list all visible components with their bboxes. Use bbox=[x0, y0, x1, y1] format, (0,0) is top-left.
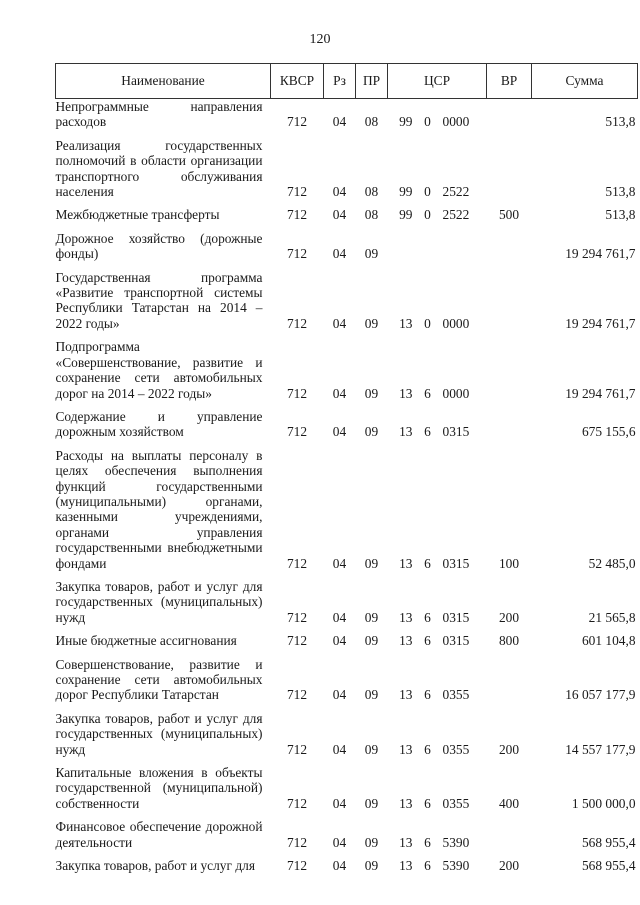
table-row bbox=[56, 99, 638, 138]
cell-csr-subprogram: 6 bbox=[424, 858, 431, 874]
cell-csr-subprogram: 0 bbox=[424, 184, 431, 200]
cell-name: Закупка товаров, работ и услуг для государственных (муниципальных) нужд bbox=[55, 710, 263, 757]
cell-rz: 04 bbox=[332, 795, 347, 811]
cell-vr: 800 bbox=[498, 633, 520, 649]
table-row bbox=[56, 819, 638, 858]
cell-name: Расходы на выплаты персоналу в целях обеспечения выполнения функций государственными (муниципальными) органами, казенными учреждениями, органами управления государственными внебюджетными фондами bbox=[55, 447, 263, 571]
cell-csr-program: 99 bbox=[399, 114, 413, 130]
header-name: Наименование bbox=[56, 64, 271, 99]
cell-csr-program: 13 bbox=[399, 609, 413, 625]
cell-rz: 04 bbox=[332, 246, 347, 262]
cell-name: Капитальные вложения в объекты государственной (муниципальной) собственности bbox=[55, 765, 263, 811]
cell-sum: 19 294 761,7 bbox=[565, 246, 636, 262]
cell-name: Закупка товаров, работ и услуг для государственных (муниципальных) нужд bbox=[55, 578, 263, 625]
cell-csr-subprogram: 6 bbox=[424, 555, 431, 571]
cell-sum: 21 565,8 bbox=[588, 609, 636, 625]
header-pr: ПР bbox=[356, 64, 388, 99]
table-row bbox=[56, 448, 638, 579]
cell-pr: 09 bbox=[364, 687, 379, 703]
cell-vr bbox=[487, 270, 532, 340]
cell-csr-subprogram: 6 bbox=[424, 687, 431, 703]
cell-csr-direction: 5390 bbox=[442, 858, 470, 874]
table-row bbox=[56, 765, 638, 819]
cell-name: Содержание и управление дорожным хозяйством bbox=[55, 408, 263, 440]
header-kvsr: КВСР bbox=[271, 64, 324, 99]
cell-csr-program: 13 bbox=[399, 555, 413, 571]
cell-vr bbox=[487, 409, 532, 448]
cell-rz: 04 bbox=[332, 687, 347, 703]
cell-pr: 09 bbox=[364, 858, 379, 874]
cell-kvsr: 712 bbox=[286, 609, 308, 625]
header-csr: ЦСР bbox=[388, 64, 487, 99]
cell-rz: 04 bbox=[332, 424, 347, 440]
cell-pr: 08 bbox=[364, 184, 379, 200]
cell-csr-direction: 0315 bbox=[442, 633, 470, 649]
cell-csr-subprogram: 6 bbox=[424, 424, 431, 440]
page-number: 120 bbox=[309, 32, 331, 47]
cell-vr bbox=[487, 339, 532, 409]
cell-csr-program bbox=[388, 231, 417, 270]
cell-kvsr: 712 bbox=[286, 795, 308, 811]
table-row bbox=[56, 579, 638, 633]
cell-csr-direction: 0355 bbox=[442, 687, 470, 703]
cell-kvsr: 712 bbox=[286, 858, 308, 874]
cell-vr bbox=[487, 99, 532, 138]
cell-sum: 675 155,6 bbox=[581, 424, 636, 440]
cell-name: Закупка товаров, работ и услуг для bbox=[55, 858, 255, 874]
cell-sum: 513,8 bbox=[605, 207, 636, 223]
table-body bbox=[56, 99, 638, 882]
cell-csr-program: 99 bbox=[399, 207, 413, 223]
cell-pr: 09 bbox=[364, 246, 379, 262]
table-row bbox=[56, 711, 638, 765]
cell-rz: 04 bbox=[332, 385, 347, 401]
cell-pr: 09 bbox=[364, 385, 379, 401]
table-row bbox=[56, 207, 638, 230]
cell-pr: 09 bbox=[364, 834, 379, 850]
cell-name: Непрограммные направления расходов bbox=[55, 99, 263, 130]
cell-sum: 16 057 177,9 bbox=[565, 687, 636, 703]
cell-kvsr: 712 bbox=[286, 834, 308, 850]
cell-sum: 1 500 000,0 bbox=[571, 795, 636, 811]
cell-csr-program: 13 bbox=[399, 385, 413, 401]
cell-rz: 04 bbox=[332, 555, 347, 571]
cell-name: Реализация государственных полномочий в области организации транспортного обслуживания населения bbox=[55, 137, 263, 200]
cell-csr-direction: 0315 bbox=[442, 424, 470, 440]
cell-csr-program: 13 bbox=[399, 741, 413, 757]
cell-vr bbox=[487, 819, 532, 858]
cell-rz: 04 bbox=[332, 858, 347, 874]
cell-pr: 09 bbox=[364, 633, 379, 649]
cell-name: Государственная программа «Развитие транспортной системы Республики Татарстан на 2014 – 2022 годы» bbox=[55, 269, 263, 331]
cell-rz: 04 bbox=[332, 633, 347, 649]
cell-kvsr: 712 bbox=[286, 114, 308, 130]
cell-vr: 500 bbox=[498, 207, 520, 223]
cell-rz: 04 bbox=[332, 207, 347, 223]
cell-csr-direction: 5390 bbox=[442, 834, 470, 850]
cell-csr-program: 13 bbox=[399, 858, 413, 874]
cell-pr: 09 bbox=[364, 609, 379, 625]
table-row bbox=[56, 270, 638, 340]
cell-name: Совершенствование, развитие и сохранение сети автомобильных дорог Республики Татарстан bbox=[55, 656, 263, 703]
cell-rz: 04 bbox=[332, 834, 347, 850]
cell-sum: 19 294 761,7 bbox=[565, 385, 636, 401]
cell-pr: 08 bbox=[364, 207, 379, 223]
cell-csr-program: 13 bbox=[399, 834, 413, 850]
cell-csr-subprogram: 0 bbox=[424, 114, 431, 130]
cell-vr bbox=[487, 657, 532, 711]
table-row bbox=[56, 657, 638, 711]
cell-rz: 04 bbox=[332, 184, 347, 200]
cell-name: Финансовое обеспечение дорожной деятельности bbox=[55, 819, 263, 850]
cell-pr: 09 bbox=[364, 795, 379, 811]
cell-csr-subprogram: 6 bbox=[424, 741, 431, 757]
cell-kvsr: 712 bbox=[286, 184, 308, 200]
cell-pr: 09 bbox=[364, 424, 379, 440]
cell-rz: 04 bbox=[332, 741, 347, 757]
cell-csr-subprogram: 6 bbox=[424, 633, 431, 649]
cell-sum: 601 104,8 bbox=[581, 633, 636, 649]
header-rz: Рз bbox=[324, 64, 356, 99]
cell-csr-subprogram: 6 bbox=[424, 385, 431, 401]
cell-pr: 09 bbox=[364, 741, 379, 757]
cell-csr-direction bbox=[439, 231, 487, 270]
cell-csr-direction: 0315 bbox=[442, 609, 470, 625]
header-sum: Сумма bbox=[532, 64, 638, 99]
cell-csr-direction: 0000 bbox=[442, 114, 470, 130]
cell-name: Дорожное хозяйство (дорожные фонды) bbox=[55, 230, 263, 262]
cell-csr-direction: 0355 bbox=[442, 795, 470, 811]
cell-csr-program: 13 bbox=[399, 315, 413, 331]
cell-csr-subprogram bbox=[417, 231, 439, 270]
cell-csr-program: 13 bbox=[399, 633, 413, 649]
cell-pr: 09 bbox=[364, 555, 379, 571]
cell-pr: 08 bbox=[364, 114, 379, 130]
cell-csr-subprogram: 0 bbox=[424, 315, 431, 331]
table-row bbox=[56, 231, 638, 270]
cell-rz: 04 bbox=[332, 114, 347, 130]
cell-csr-subprogram: 0 bbox=[424, 207, 431, 223]
cell-csr-subprogram: 6 bbox=[424, 609, 431, 625]
cell-csr-program: 13 bbox=[399, 424, 413, 440]
cell-sum: 52 485,0 bbox=[588, 555, 636, 571]
cell-csr-direction: 0355 bbox=[442, 741, 470, 757]
header-vr: ВР bbox=[487, 64, 532, 99]
cell-csr-program: 99 bbox=[399, 184, 413, 200]
cell-kvsr: 712 bbox=[286, 315, 308, 331]
table-row bbox=[56, 409, 638, 448]
cell-vr: 200 bbox=[498, 609, 520, 625]
cell-kvsr: 712 bbox=[286, 424, 308, 440]
cell-csr-program: 13 bbox=[399, 687, 413, 703]
cell-sum: 19 294 761,7 bbox=[565, 315, 636, 331]
table-row bbox=[56, 858, 638, 881]
cell-kvsr: 712 bbox=[286, 385, 308, 401]
cell-vr: 400 bbox=[498, 795, 520, 811]
cell-rz: 04 bbox=[332, 609, 347, 625]
cell-kvsr: 712 bbox=[286, 246, 308, 262]
cell-name: Иные бюджетные ассигнования bbox=[55, 633, 237, 649]
table-row bbox=[56, 138, 638, 208]
cell-vr bbox=[487, 231, 532, 270]
cell-csr-program: 13 bbox=[399, 795, 413, 811]
table-row bbox=[56, 633, 638, 656]
cell-kvsr: 712 bbox=[286, 555, 308, 571]
cell-vr: 200 bbox=[498, 741, 520, 757]
cell-sum: 513,8 bbox=[605, 114, 636, 130]
cell-kvsr: 712 bbox=[286, 207, 308, 223]
cell-csr-direction: 0000 bbox=[442, 315, 470, 331]
cell-vr: 100 bbox=[498, 555, 520, 571]
budget-table bbox=[55, 63, 638, 881]
cell-pr: 09 bbox=[364, 315, 379, 331]
cell-csr-direction: 0315 bbox=[442, 555, 470, 571]
cell-csr-direction: 0000 bbox=[442, 385, 470, 401]
cell-kvsr: 712 bbox=[286, 741, 308, 757]
cell-kvsr: 712 bbox=[286, 687, 308, 703]
cell-csr-direction: 2522 bbox=[442, 184, 470, 200]
cell-csr-direction: 2522 bbox=[442, 207, 470, 223]
cell-csr-subprogram: 6 bbox=[424, 795, 431, 811]
cell-name: Межбюджетные трансферты bbox=[55, 207, 220, 223]
table-row bbox=[56, 339, 638, 409]
cell-sum: 568 955,4 bbox=[581, 858, 636, 874]
cell-sum: 14 557 177,9 bbox=[565, 741, 636, 757]
cell-kvsr: 712 bbox=[286, 633, 308, 649]
cell-sum: 568 955,4 bbox=[581, 834, 636, 850]
cell-vr bbox=[487, 138, 532, 208]
cell-sum: 513,8 bbox=[605, 184, 636, 200]
cell-vr: 200 bbox=[498, 858, 520, 874]
cell-csr-subprogram: 6 bbox=[424, 834, 431, 850]
cell-rz: 04 bbox=[332, 315, 347, 331]
cell-name: Подпрограмма «Совершенствование, развитие и сохранение сети автомобильных дорог на 2014 – 2022 годы» bbox=[55, 339, 263, 401]
table-header-row bbox=[56, 64, 638, 99]
